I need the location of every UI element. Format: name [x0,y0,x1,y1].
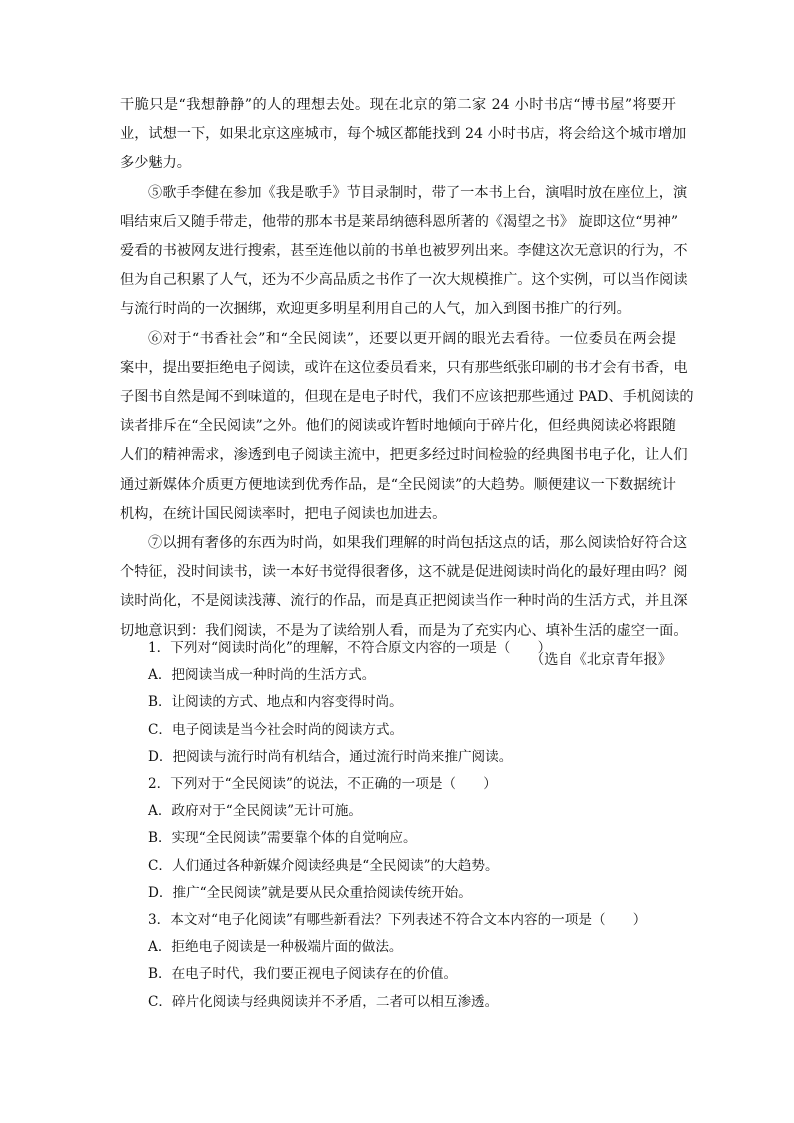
text-line: 干脆只是“我想静静”的人的理想去处。现在北京的第二家 24 小时书店“博书屋”将要开 [120,97,676,113]
question-list [148,635,676,1016]
answer-option: A．拒绝电子阅读是一种极端片面的做法。 [148,939,403,956]
text-line: 但为自己积累了人气，还为不少高品质之书作了一次大规模推广。这个实例，可以当作阅读 [120,272,688,289]
answer-option: B．在电子时代，我们要正视电子阅读存在的价值。 [148,966,458,983]
question-1 [148,635,676,771]
text-line: 多少魅力。 [120,155,191,172]
source-citation: （选自《北京青年报》 [530,651,672,668]
answer-option: C．电子阅读是当今社会时尚的阅读方式。 [148,721,404,738]
text-line: ⑤歌手李健在参加《我是歌手》节目录制时，带了一本书上台，演唱时放在座位上，演 [148,184,688,201]
answer-option: D．推广“全民阅读”就是要从民众重拾阅读传统开始。 [148,884,472,901]
text-line: 爱看的书被网友进行搜索，甚至连他以前的书单也被罗列出来。李健这次无意识的行为，不 [120,243,688,260]
text-line: 唱结束后又随手带走，他带的那本书是莱昂纳德科恩所著的《渴望之书》 旋即这位“男神” [120,213,679,230]
text-line: ⑥对于“书香社会”和“全民阅读”，还要以更开阔的眼光去看待。一位委员在两会提 [148,330,676,347]
answer-option: B．让阅读的方式、地点和内容变得时尚。 [148,694,403,711]
text-line: 案中，提出要拒绝电子阅读，或许在这位委员看来，只有那些纸张印刷的书才会有书香，电 [120,359,688,376]
text-line: 机构，在统计国民阅读率时，把电子阅读也加进去。 [120,505,447,522]
question-stem: 1．下列对“阅读时尚化”的理解，不符合原文内容的一项是（ ） [148,640,552,656]
paragraph-7 [120,529,688,646]
text-line: 子图书自然是闻不到味道的，但现在是电子时代，我们不应该把那些通过 PAD、手机阅读的 [120,389,694,406]
question-stem: 2．下列对于“全民阅读”的说法，不正确的一项是（ ） [148,776,497,793]
text-line: 人们的精神需求，渗透到电子阅读主流中，把更多经过时间检验的经典图书电子化，让人们 [120,447,688,464]
text-line: ⑦以拥有奢侈的东西为时尚，如果我们理解的时尚包括这点的话，那么阅读恰好符合这 [148,535,688,552]
answer-option: C．碎片化阅读与经典阅读并不矛盾，二者可以相互渗透。 [148,993,499,1010]
text-line: 读时尚化，不是阅读浅薄、流行的作品，而是真正把阅读当作一种时尚的生活方式，并且深 [120,593,688,610]
text-line: 业，试想一下，如果北京这座城市，每个城区都能找到 24 小时书店，将会给这个城市增加 [120,126,687,143]
answer-option: A．政府对于“全民阅读”无计可施。 [148,803,363,820]
question-2 [148,771,676,907]
text-line: 通过新媒体介质更方便地读到优秀作品，是“全民阅读”的大趋势。顺便建议一下数据统计 [120,476,676,493]
text-line: 与流行时尚的一次捆绑，欢迎更多明星利用自己的人气，加入到图书推广的行列。 [120,301,631,318]
question-3 [148,907,676,1016]
paragraph-4-continuation [120,91,687,179]
answer-option: B．实现“全民阅读”需要靠个体的自觉响应。 [148,830,417,847]
paragraph-6 [120,325,694,529]
paragraph-5 [120,179,688,325]
passage [120,91,694,675]
text-line: 切地意识到：我们阅读，不是为了读给别人看，而是为了充实内心、填补生活的虚空一面。 [120,622,688,639]
answer-option: A．把阅读当成一种时尚的生活方式。 [148,667,376,684]
answer-option: D．把阅读与流行时尚有机结合，通过流行时尚来推广阅读。 [148,748,513,765]
question-stem: 3．本文对“电子化阅读”有哪些新看法？下列表述不符合文本内容的一项是（ ） [148,912,647,929]
answer-option: C．人们通过各种新媒介阅读经典是“全民阅读”的大趋势。 [148,857,499,874]
text-line: 读者排斥在“全民阅读”之外。他们的阅读或许暂时地倾向于碎片化，但经典阅读必将跟随 [120,418,676,435]
text-line: 个特征，没时间读书，读一本好书觉得很奢侈，这不就是促进阅读时尚化的最好理由吗？阅 [120,564,688,581]
